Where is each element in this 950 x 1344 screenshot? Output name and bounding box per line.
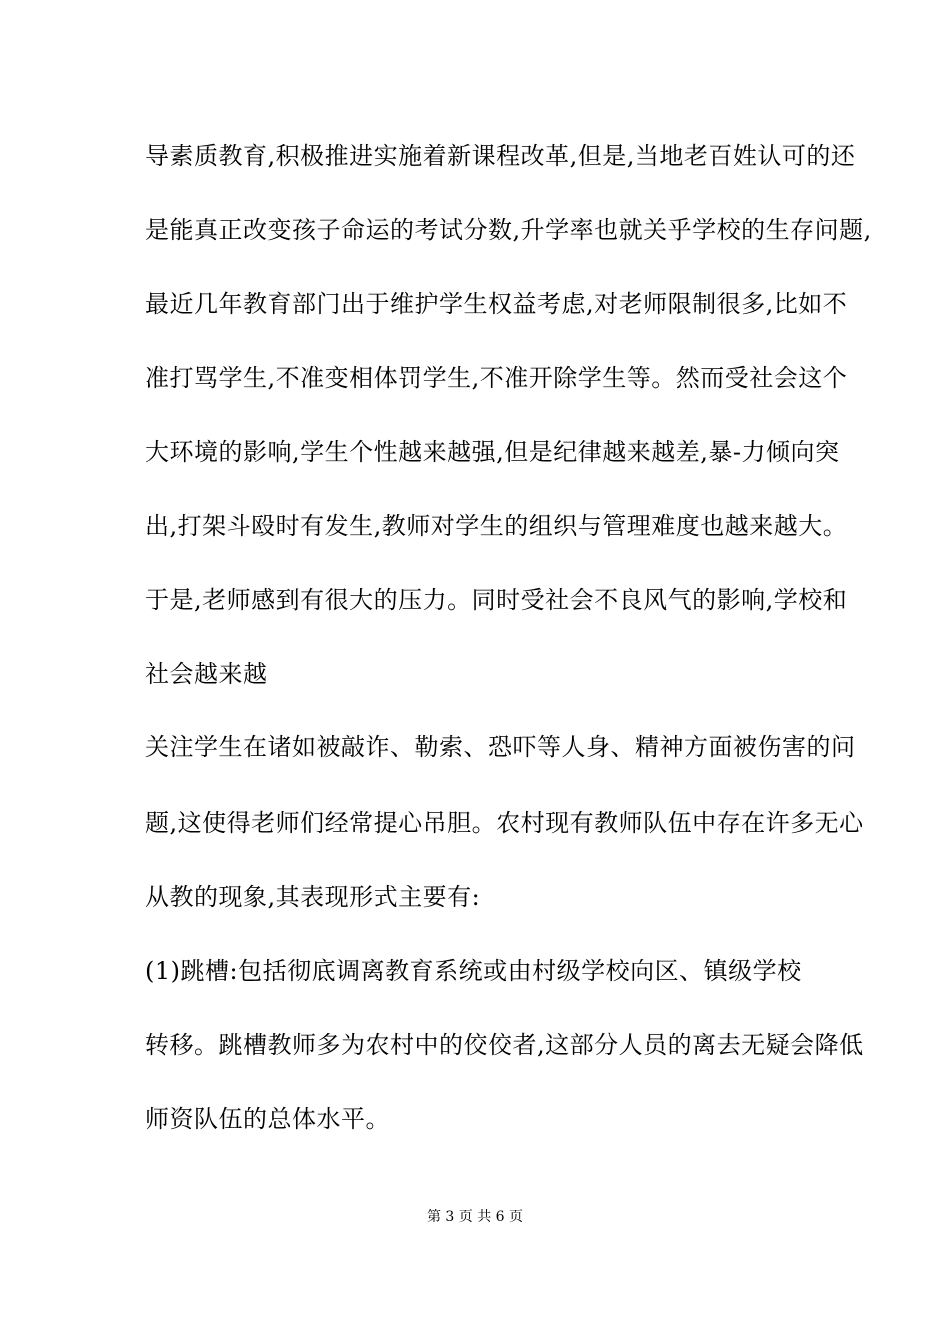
text-line-1: 导素质教育,积极推进实施着新课程改革,但是,当地老百姓认可的还 (145, 142, 856, 170)
text-line-11: 从教的现象,其表现形式主要有: (145, 883, 481, 911)
text-line-8: 社会越来越 (145, 660, 268, 688)
text-line-6: 出,打架斗殴时有发生,教师对学生的组织与管理难度也越来越大。 (145, 512, 848, 540)
page-number: 第 3 页 共 6 页 (426, 1209, 524, 1225)
text-line-7: 于是,老师感到有很大的压力。同时受社会不良风气的影响,学校和 (145, 586, 848, 614)
text-line-10: 题,这使得老师们经常提心吊胆。农村现有教师队伍中存在许多无心 (145, 809, 864, 837)
text-line-9: 关注学生在诸如被敲诈、勒索、恐吓等人身、精神方面被伤害的问 (145, 733, 856, 761)
text-line-4: 准打骂学生,不准变相体罚学生,不准开除学生等。然而受社会这个 (145, 364, 848, 392)
text-line-5: 大环境的影响,学生个性越来越强,但是纪律越来越差,暴-力倾向突 (145, 438, 840, 466)
text-line-13: 转移。跳槽教师多为农村中的佼佼者,这部分人员的离去无疑会降低 (145, 1031, 864, 1059)
text-line-12: (1)跳槽:包括彻底调离教育系统或由村级学校向区、镇级学校 (145, 957, 802, 985)
text-line-2: 是能真正改变孩子命运的考试分数,升学率也就关乎学校的生存问题, (145, 216, 872, 244)
text-line-14: 师资队伍的总体水平。 (145, 1105, 390, 1133)
text-line-3: 最近几年教育部门出于维护学生权益考虑,对老师限制很多,比如不 (145, 290, 848, 318)
page-footer (0, 1207, 950, 1227)
